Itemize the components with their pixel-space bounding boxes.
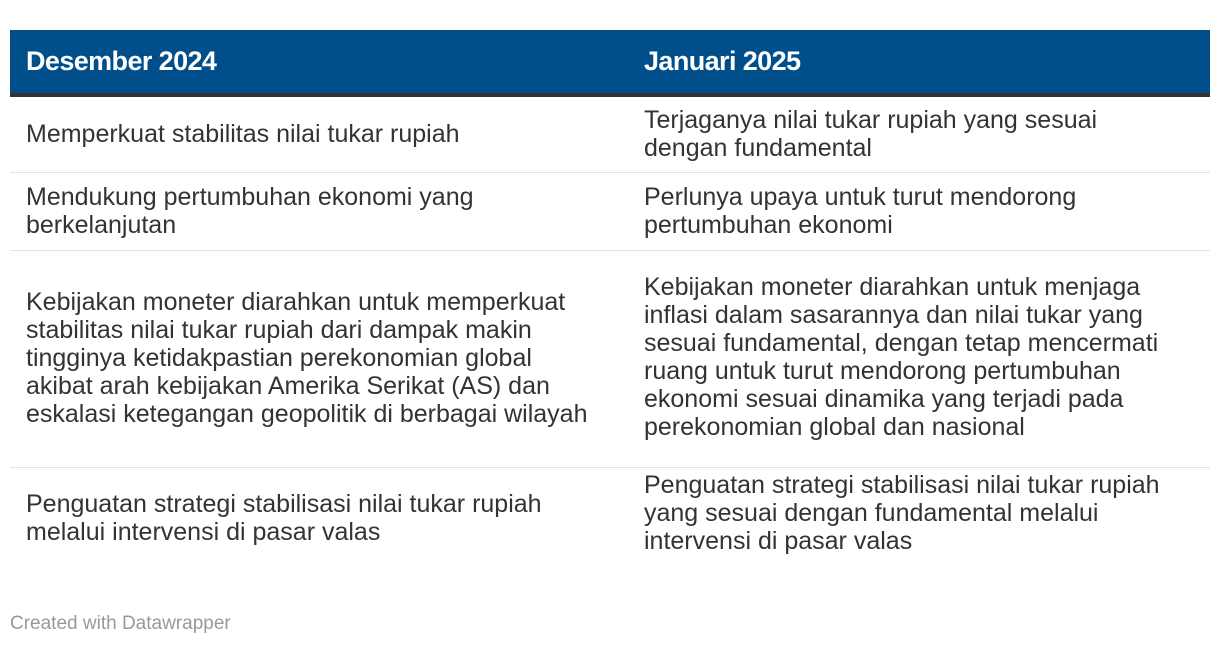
table-row xyxy=(10,173,1210,251)
cell-text: Perlunya upaya untuk turut mendorong pertumbuhan ekonomi xyxy=(644,182,1077,239)
cell-text: Penguatan strategi stabilisasi nilai tukar rupiah yang sesuai dengan fundamental melalui intervensi di pasar valas xyxy=(644,471,1160,555)
table-cell xyxy=(10,95,628,173)
table-cell xyxy=(628,173,1210,251)
column-header-desember-2024[interactable]: Desember 2024 xyxy=(10,30,628,95)
table-row xyxy=(10,468,1210,571)
table-cell xyxy=(628,95,1210,173)
table-cell xyxy=(10,173,628,251)
cell-text: Terjaganya nilai tukar rupiah yang sesuai dengan fundamental xyxy=(644,105,1098,162)
table-cell xyxy=(10,251,628,468)
table-header xyxy=(10,30,1210,95)
datawrapper-credit-link[interactable]: Created with Datawrapper xyxy=(10,613,231,634)
table-body xyxy=(10,95,1210,570)
cell-text: Mendukung pertumbuhan ekonomi yang berkelanjutan xyxy=(26,182,474,239)
cell-text: Memperkuat stabilitas nilai tukar rupiah xyxy=(26,119,460,148)
header-row xyxy=(10,30,1210,95)
table-row xyxy=(10,251,1210,468)
cell-text: Kebijakan moneter diarahkan untuk menjaga inflasi dalam sasarannya dan nilai tukar yang sesuai fundamental, dengan tetap mencermati ruang untuk turut mendorong pertumbuhan ekonomi sesuai dinamika yang terjadi pada perekonomian global dan nasional xyxy=(644,273,1159,441)
table-cell xyxy=(10,468,628,571)
table-row xyxy=(10,95,1210,173)
cell-text: Penguatan strategi stabilisasi nilai tukar rupiah melalui intervensi di pasar valas xyxy=(26,490,542,546)
comparison-table xyxy=(10,30,1210,570)
cell-text: Kebijakan moneter diarahkan untuk memperkuat stabilitas nilai tukar rupiah dari dampak makin tingginya ketidakpastian perekonomian global akibat arah kebijakan Amerika Serikat (AS) dan eskalasi ketegangan geopolitik di berbagai wilayah xyxy=(26,288,588,428)
table-cell xyxy=(628,468,1210,571)
table-cell xyxy=(628,251,1210,468)
comparison-table-container xyxy=(10,30,1210,570)
column-header-januari-2025[interactable]: Januari 2025 xyxy=(628,30,1210,95)
